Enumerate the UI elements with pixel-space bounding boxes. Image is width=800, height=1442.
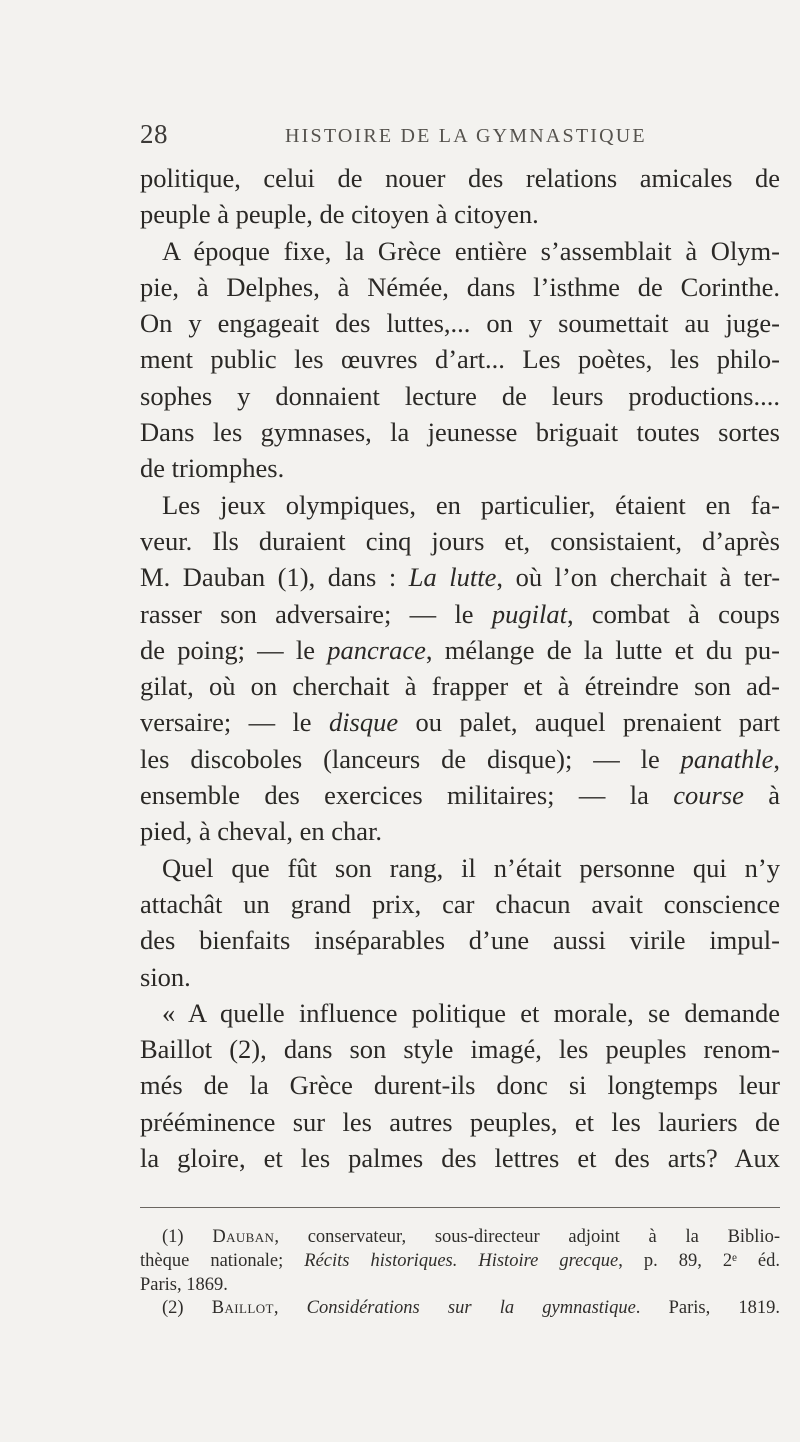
- footnote-title: Récits historiques. Histoire grecque: [304, 1250, 619, 1271]
- footnote-divider: [140, 1207, 780, 1208]
- footnote-text: thèque nationale;: [140, 1250, 305, 1271]
- footnote-text: . Paris, 1819.: [635, 1298, 781, 1319]
- italic-term: course: [673, 780, 744, 811]
- text-line: politique, celui de nouer des relations amicales de: [140, 163, 780, 193]
- text-line: pie, à Delphes, à Némée, dans l’isthme de Corinthe.: [140, 271, 780, 302]
- text-segment: , mélange de la lutte et du pu-: [425, 634, 780, 665]
- text-segment: les discoboles (lanceurs de disque); — le: [140, 743, 681, 774]
- text-segment: à: [743, 780, 780, 811]
- text-segment: ,: [773, 743, 780, 774]
- text-line: [140, 741, 780, 777]
- page-header: [140, 118, 780, 158]
- text-segment: , où l’on cherchait à ter-: [496, 562, 781, 593]
- italic-term: pugilat: [491, 598, 567, 629]
- italic-term: disque: [328, 707, 399, 738]
- text-line: pied, à cheval, en char.: [140, 816, 383, 847]
- text-line: prééminence sur les autres peuples, et les lauriers de: [140, 1106, 780, 1137]
- italic-term: La lutte: [408, 562, 497, 593]
- body-text: [140, 160, 780, 1176]
- footnote-1-line: [140, 1226, 780, 1250]
- text-line: gilat, où on cherchait à frapper et à étreindre son ad-: [140, 671, 780, 702]
- text-segment: M. Dauban (1), dans :: [140, 562, 409, 593]
- text-segment: ou palet, auquel prenaient part: [398, 707, 780, 738]
- text-line: Quel que fût son rang, il n’était personne qui n’y: [162, 852, 780, 883]
- text-line: [140, 777, 780, 813]
- footnote-1-line: [140, 1250, 780, 1274]
- footnote-text: , conservateur, sous-directeur adjoint à la Biblio-: [274, 1227, 780, 1247]
- text-line: sion.: [140, 961, 191, 992]
- footnote-1-line: Paris, 1869.: [140, 1274, 228, 1295]
- text-line: Baillot (2), dans son style imagé, les peuples renom-: [140, 1034, 780, 1065]
- footnote-text: , p. 89, 2ᵉ éd.: [618, 1250, 780, 1271]
- footnote-title: Considérations sur la gymnastique: [306, 1298, 636, 1319]
- text-line: més de la Grèce durent-ils donc si longtemps leur: [140, 1070, 780, 1101]
- footnote-author: Dauban: [212, 1227, 275, 1247]
- text-line: [140, 559, 780, 595]
- text-segment: , combat à coups: [566, 598, 780, 629]
- text-segment: ensemble des exercices militaires; — la: [140, 780, 674, 811]
- text-line: de triomphes.: [140, 453, 285, 484]
- text-segment: de poing; — le: [140, 634, 328, 665]
- text-line: sophes y donnaient lecture de leurs productions....: [140, 380, 780, 411]
- text-line: « A quelle influence politique et morale, se demande: [162, 997, 780, 1028]
- running-head: HISTOIRE DE LA GYMNASTIQUE: [285, 125, 647, 147]
- text-line: ment public les œuvres d’art... Les poètes, les philo-: [140, 344, 780, 375]
- text-segment: versaire; — le: [140, 707, 329, 738]
- text-line: [140, 596, 780, 632]
- page-number: 28: [140, 119, 168, 149]
- text-line: peuple à peuple, de citoyen à citoyen.: [140, 199, 539, 230]
- footnotes: [140, 1226, 780, 1321]
- italic-term: panathle: [680, 743, 774, 774]
- text-line: A époque fixe, la Grèce entière s’assemblait à Olym-: [162, 235, 780, 266]
- italic-term: pancrace: [327, 634, 426, 665]
- text-line: des bienfaits inséparables d’une aussi virile impul-: [140, 925, 780, 956]
- text-segment: rasser son adversaire; — le: [140, 598, 492, 629]
- text-line: Les jeux olympiques, en particulier, étaient en fa-: [162, 489, 780, 520]
- footnote-2-line: [140, 1297, 780, 1321]
- text-line: On y engageait des luttes,... on y soumettait au juge-: [140, 308, 780, 339]
- text-line: [140, 632, 780, 668]
- text-line: veur. Ils duraient cinq jours et, consistaient, d’après: [140, 525, 780, 556]
- footnote-author: Baillot: [211, 1298, 274, 1319]
- text-line: la gloire, et les palmes des lettres et des arts? Aux: [140, 1143, 780, 1174]
- text-line: [140, 704, 780, 740]
- text-line: Dans les gymnases, la jeunesse briguait toutes sortes: [140, 417, 780, 448]
- text-line: attachât un grand prix, car chacun avait conscience: [140, 888, 780, 919]
- footnote-marker: (2): [162, 1298, 212, 1319]
- footnote-text: ,: [273, 1298, 307, 1319]
- footnote-marker: (1): [162, 1227, 213, 1247]
